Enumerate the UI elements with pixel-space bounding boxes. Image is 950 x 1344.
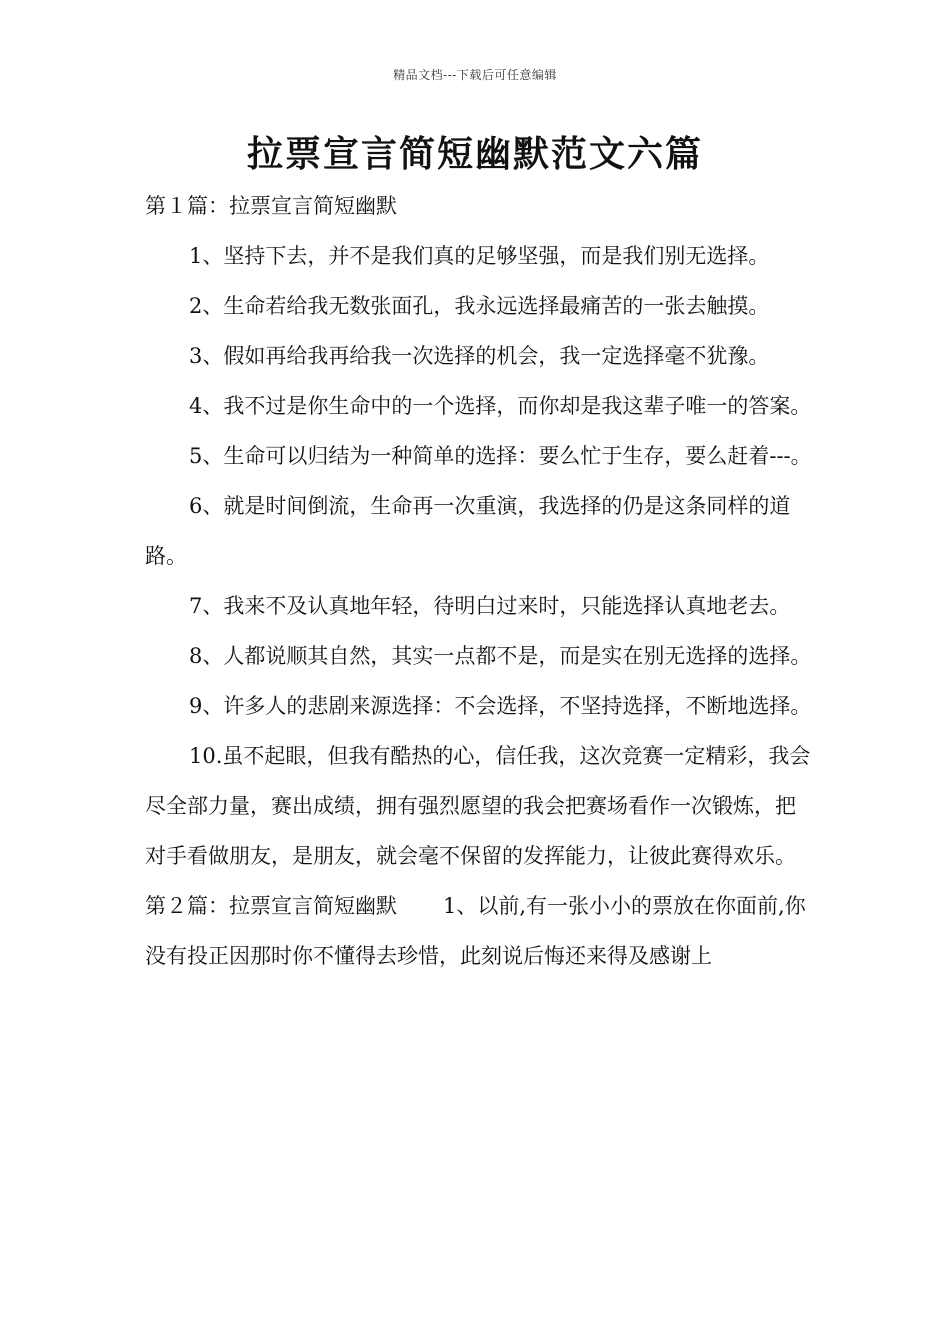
- section-2-paragraph: [145, 881, 815, 981]
- list-item: 10.虽不起眼，但我有酷热的心，信任我，这次竞赛一定精彩，我会尽全部力量，赛出成绩，拥有强烈愿望的我会把赛场看作一次锻炼，把对手看做朋友，是朋友，就会毫不保留的发挥能力，让彼此赛得欢乐。: [145, 744, 811, 868]
- list-item: 4、我不过是你生命中的一个选择，而你却是我这辈子唯一的答案。: [189, 394, 812, 418]
- list-item: 3、假如再给我再给我一次选择的机会，我一定选择毫不犹豫。: [189, 344, 770, 368]
- header-note: 精品文档---下载后可任意编辑: [393, 68, 557, 82]
- section-heading: 第２篇：拉票宣言简短幽默: [145, 894, 397, 918]
- section-heading: 第１篇：拉票宣言简短幽默: [145, 194, 397, 218]
- list-item: 8、人都说顺其自然，其实一点都不是，而是实在别无选择的选择。: [189, 644, 812, 668]
- list-item: 2、生命若给我无数张面孔，我永远选择最痛苦的一张去触摸。: [189, 294, 770, 318]
- list-item: 1、以前,有一张小小的票放在你面前,你没有投正因那时你不懂得去珍惜，此刻说后悔还来得及感谢上: [145, 894, 806, 968]
- document-title: 拉票宣言简短幽默范文六篇: [246, 134, 703, 175]
- document-body: [145, 181, 815, 981]
- list-item: 5、生命可以归结为一种简单的选择：要么忙于生存，要么赶着---。: [189, 444, 812, 468]
- list-item: 7、我来不及认真地年轻，待明白过来时，只能选择认真地老去。: [189, 594, 791, 618]
- list-item: 1、坚持下去，并不是我们真的足够坚强，而是我们别无选择。: [189, 244, 770, 268]
- list-item: 6、就是时间倒流，生命再一次重演，我选择的仍是这条同样的道路。: [145, 494, 791, 568]
- list-item: 9、许多人的悲剧来源选择：不会选择，不坚持选择，不断地选择。: [189, 694, 812, 718]
